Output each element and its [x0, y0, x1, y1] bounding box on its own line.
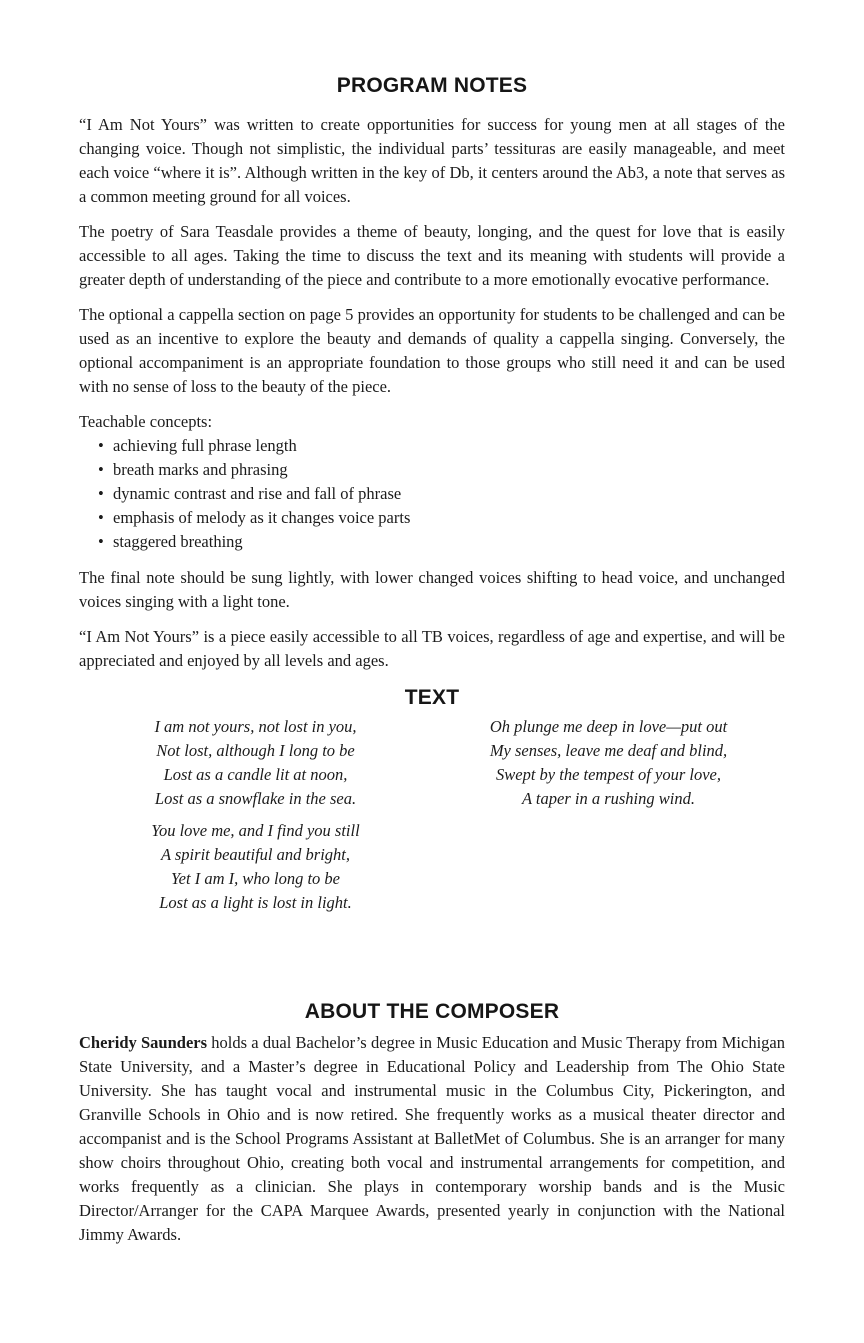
poem-line: Yet I am I, who long to be — [171, 869, 340, 888]
program-notes-paragraph-1: “I Am Not Yours” was written to create opportunities for success for young men at all stages of the changing voice. Though not simplistic, the individual parts’ tessituras are easily manageable, and meet each voice “where it is”. Although written in the key of Db, it centers around the Ab3, a note that serves as a common meeting ground for all voices. — [79, 115, 785, 206]
poem-line: Swept by the tempest of your love, — [496, 765, 721, 784]
list-item: • dynamic contrast and rise and fall of phrase — [113, 482, 785, 506]
list-item: • breath marks and phrasing — [113, 458, 785, 482]
about-composer-section — [79, 1000, 785, 1247]
program-notes-paragraph-3: The optional a cappella section on page 5 provides an opportunity for students to be challenged and can be used as an incentive to explore the beauty and demands of quality a cappella singing. Conversely, the optional accompaniment is an appropriate foundation to those groups who still need it and can be used with no sense of loss to the beauty of the piece. — [79, 305, 785, 396]
poem-left-column — [79, 715, 432, 923]
poem-line: My senses, leave me deaf and blind, — [489, 741, 728, 760]
poem-stanza-1 — [79, 715, 432, 811]
about-composer-heading: ABOUT THE COMPOSER — [304, 1000, 560, 1023]
teachable-concepts-list — [79, 434, 785, 554]
poem-line: Lost as a candle lit at noon, — [163, 765, 348, 784]
poem-right-column — [432, 715, 785, 923]
program-notes-heading: PROGRAM NOTES — [336, 74, 528, 97]
poem-line: Oh plunge me deep in love—put out — [489, 717, 728, 736]
list-item: • staggered breathing — [113, 530, 785, 554]
poem-stanza-2 — [79, 819, 432, 915]
text-section-heading: TEXT — [404, 686, 460, 709]
program-notes-paragraph-2: The poetry of Sara Teasdale provides a theme of beauty, longing, and the quest for love that is easily accessible to all ages. Taking the time to discuss the text and its meaning with students will provide a greater depth of understanding of the piece and contribute to a more emotionally evocative performance. — [79, 222, 785, 289]
program-notes-paragraph-5: “I Am Not Yours” is a piece easily accessible to all TB voices, regardless of age and expertise, and will be appreciated and enjoyed by all levels and ages. — [79, 627, 785, 670]
composer-bio-text: holds a dual Bachelor’s degree in Music Education and Music Therapy from Michigan State University, and a Master’s degree in Educational Policy and Leadership from The Ohio State University. She has taught vocal and instrumental music in the Columbus City, Pickerington, and Granville Schools in Ohio and is now retired. She frequently works as a musical theater director and accompanist and is the School Programs Assistant at BalletMet of Columbus. She is an arranger for many show choirs throughout Ohio, creating both vocal and instrumental arrangements for competition, and works frequently as a clinician. She plays in contemporary worship bands and is the Music Director/Arranger for the CAPA Marquee Awards, presented yearly in conjunction with the National Jimmy Awards. — [79, 1033, 785, 1244]
poem-line: A spirit beautiful and bright, — [160, 845, 350, 864]
program-notes-paragraph-4: The final note should be sung lightly, with lower changed voices shifting to head voice, and unchanged voices singing with a light tone. — [79, 568, 785, 611]
list-item: • emphasis of melody as it changes voice parts — [113, 506, 785, 530]
teachable-concepts-label: Teachable concepts: — [79, 412, 213, 431]
poem-line: Not lost, although I long to be — [156, 741, 355, 760]
poem-line: You love me, and I find you still — [151, 821, 360, 840]
list-item: • achieving full phrase length — [113, 434, 785, 458]
poem-columns — [79, 715, 785, 923]
poem-line: Lost as a light is lost in light. — [159, 893, 352, 912]
poem-line: A taper in a rushing wind. — [522, 789, 695, 808]
poem-line: Lost as a snowflake in the sea. — [154, 789, 357, 808]
composer-name: Cheridy Saunders — [79, 1033, 208, 1052]
poem-line: I am not yours, not lost in you, — [154, 717, 357, 736]
composer-bio-paragraph — [79, 1031, 785, 1247]
poem-stanza-3 — [432, 715, 785, 811]
